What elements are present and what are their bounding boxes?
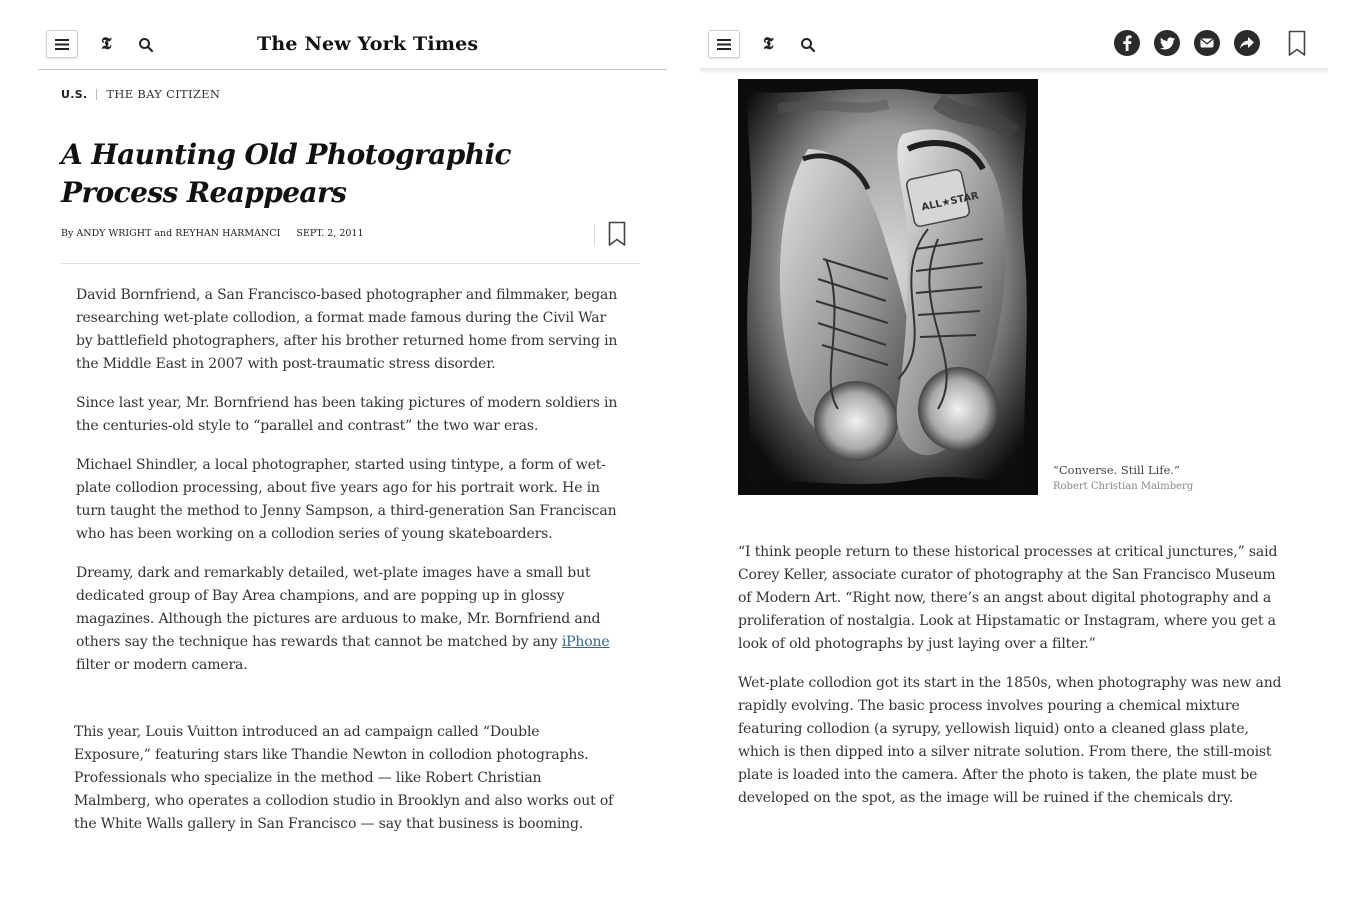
email-share-button[interactable] — [1194, 30, 1220, 56]
paragraph-7: Wet-plate collodion got its start in the 1850s, when photography was new and rapidly evolving. The basic process involves pouring a chemical mixture featuring collodion (a syrupy, yellowish liquid) onto a cleaned glass plate, which is then dipped into a silver nitrate solution. From there, the still-moist plate is loaded into the camera. After the photo is taken, the plate must be developed on the spot, as the image will be ruined if the chemicals dry. — [738, 675, 1282, 806]
header-shadow — [700, 68, 1328, 74]
menu-button[interactable] — [46, 30, 78, 58]
byline — [61, 228, 364, 239]
facebook-share-button[interactable] — [1114, 30, 1140, 56]
paragraph-4-text-b: filter or modern camera. — [76, 657, 248, 673]
section-name[interactable]: THE BAY CITIZEN — [106, 87, 221, 101]
paragraph-1: David Bornfriend, a San Francisco-based photographer and filmmaker, began researching wet-plate collodion, a format made famous during the Civil War by battlefield photographers, after his brother returned home from serving in the Middle East in 2007 with post-traumatic stress disorder. — [76, 287, 618, 372]
bookmark-divider — [594, 224, 595, 246]
paragraph-2: Since last year, Mr. Bornfriend has been taking pictures of modern soldiers in the centuries-old style to “parallel and contrast” the two war eras. — [76, 395, 618, 434]
hamburger-icon — [55, 39, 69, 50]
paragraph-6: “I think people return to these historical processes at critical junctures,” said Corey Keller, associate curator of photography at the San Francisco Museum of Modern Art. “Right now, there’s an angst about digital photography and a proliferation of nostalgia. Look at Hipstamatic or Instagram, where you get a look of old photographs by just laying over a filter.” — [738, 544, 1278, 652]
header-divider — [38, 69, 667, 70]
facebook-icon — [1122, 35, 1132, 51]
paragraph-3: Michael Shindler, a local photographer, started using tintype, a form of wet-plate collodion processing, about five years ago for his portrait work. He in turn taught the method to Jenny Sampson, a third-generation San Franciscan who has been working on a collodion series of young skateboarders. — [76, 457, 617, 542]
search-icon[interactable] — [138, 37, 154, 53]
nyt-t-logo-icon[interactable]: 𝕿 — [763, 34, 774, 54]
section-kicker[interactable]: U.S. — [61, 87, 88, 101]
article-photo[interactable] — [738, 79, 1038, 495]
headline-line-1: A Haunting Old Photographic — [61, 138, 511, 171]
photo-credit: Robert Christian Malmberg — [1053, 481, 1194, 492]
paragraph-5: This year, Louis Vuitton introduced an ad campaign called “Double Exposure,” featuring stars like Thandie Newton in collodion photographs. Professionals who specialize in the method — like Robert Christian Malmberg, who operates a collodion studio in Brooklyn and also works out of the White Walls gallery in San Francisco — say that business is booming. — [74, 724, 614, 832]
search-icon[interactable] — [800, 37, 816, 53]
menu-button-right[interactable] — [708, 30, 740, 58]
article-body-right — [738, 541, 1288, 810]
hamburger-icon — [717, 39, 731, 50]
photo-caption: “Converse. Still Life.” — [1053, 463, 1180, 477]
masthead-logo[interactable]: The New York Times — [257, 33, 479, 55]
share-arrow-icon — [1240, 37, 1254, 49]
byline-author-1[interactable]: ANDY WRIGHT — [76, 228, 152, 239]
more-share-button[interactable] — [1234, 30, 1260, 56]
paragraph-4 — [76, 562, 624, 677]
bookmark-icon[interactable] — [1288, 30, 1306, 57]
byline-author-2[interactable]: REYHAN HARMANCI — [175, 228, 281, 239]
headline-line-2: Process Reappears — [61, 176, 347, 209]
nyt-t-logo-icon[interactable]: 𝕿 — [101, 34, 112, 54]
right-article-view — [680, 0, 1354, 900]
email-icon — [1200, 38, 1214, 48]
iphone-link[interactable]: iPhone — [561, 634, 610, 650]
bookmark-icon[interactable] — [608, 221, 626, 247]
article-body-left — [76, 284, 624, 677]
section-label — [61, 87, 220, 101]
publish-date: SEPT. 2, 2011 — [296, 228, 364, 239]
tintype-converse-image — [738, 79, 1038, 495]
byline-conjunction: and — [154, 228, 173, 239]
byline-prefix: By — [61, 228, 74, 239]
twitter-share-button[interactable] — [1154, 30, 1180, 56]
twitter-icon — [1160, 37, 1175, 50]
converse-tongue-label: ALL★STAR — [920, 190, 980, 214]
article-divider — [61, 263, 640, 264]
section-separator — [96, 89, 97, 100]
paragraph-4-text-a: Dreamy, dark and remarkably detailed, wet-plate images have a small but dedicated group of Bay Area champions, and are popping up in glossy magazines. Although the pictures are arduous to make, Mr. Bornfriend and others say the technique has rewards that cannot be matched by any — [76, 565, 601, 650]
article-headline — [61, 136, 531, 212]
